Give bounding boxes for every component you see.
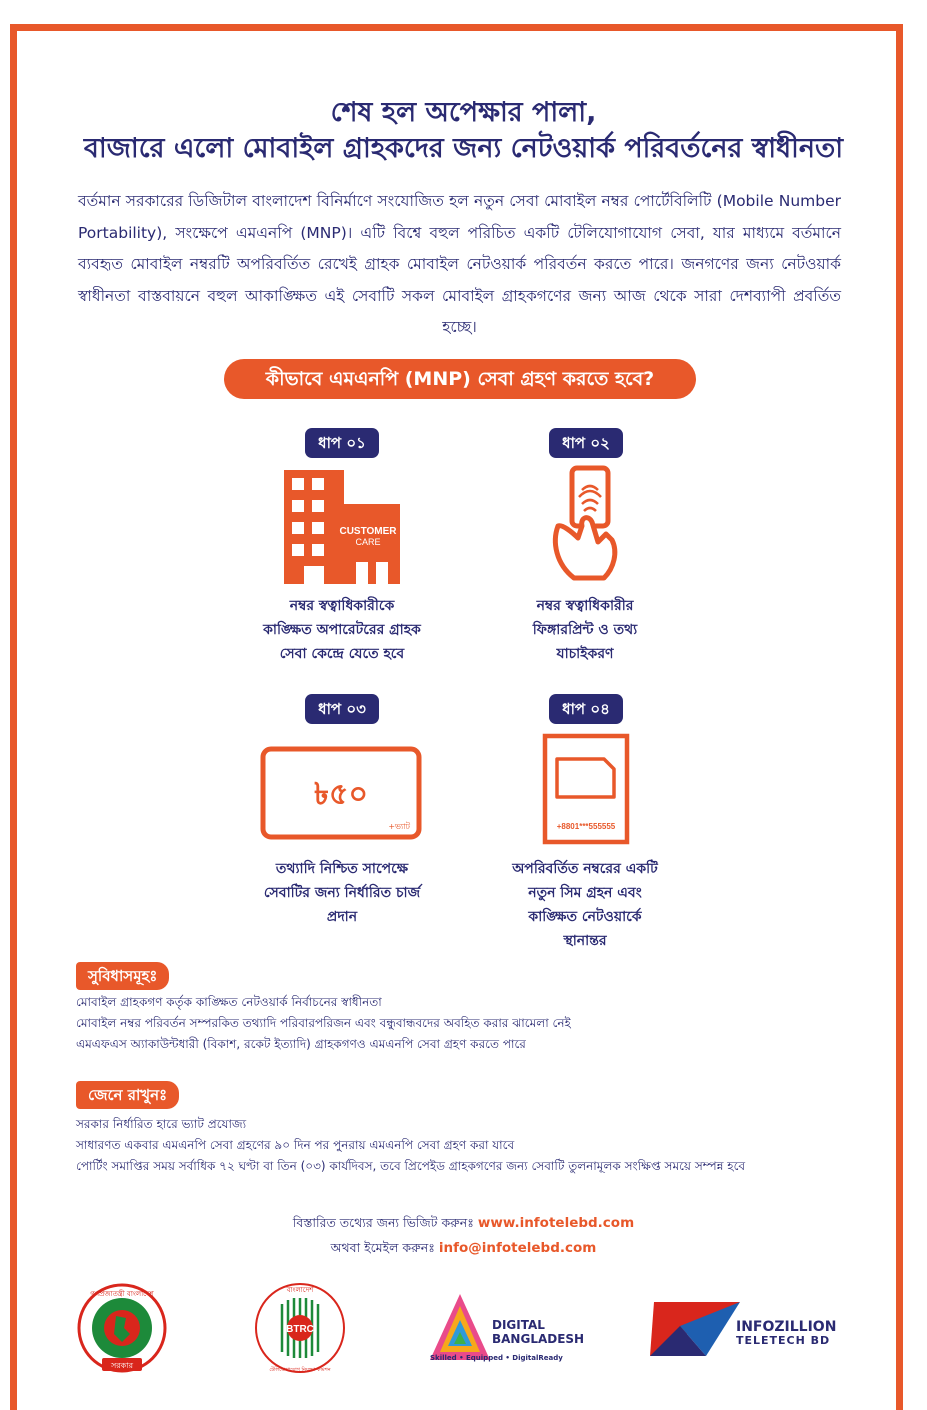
govt-seal-top: গণপ্রজাতন্ত্রী বাংলাদেশ [90, 1290, 154, 1298]
sim-number: +8801***555555 [556, 822, 616, 831]
email-label: অথবা ইমেইল করুনঃ [330, 1240, 435, 1255]
list-item: এমএফএস অ্যাকাউন্টধারী (বিকাশ, রকেট ইত্যাদি) গ্রাহকগণও এমএনপি সেবা গ্রহণ করতে পারে [76, 1037, 526, 1051]
notes-title: জেনে রাখুনঃ [76, 1081, 179, 1109]
step-3-line: তথ্যাদি নিশ্চিত সাপেক্ষে [275, 861, 409, 877]
visit-label: বিস্তারিত তথ্যের জন্য ভিজিট করুনঃ [292, 1215, 474, 1230]
sim-card-icon [542, 733, 630, 845]
digital-bangladesh-line-2: BANGLADESH [492, 1332, 585, 1346]
headline-line-2: বাজারে এলো মোবাইল গ্রাহকদের জন্য নেটওয়ার্ক পরিবর্তনের স্বাধীনতা [83, 133, 844, 164]
step-3-badge: ধাপ ০৩ [305, 694, 379, 724]
customer-care-building-icon [282, 470, 402, 586]
step-4-line: অপরিবর্তিত নম্বরের একটি [512, 861, 658, 877]
fingerprint-scanner-icon [548, 464, 624, 586]
step-2-line: ফিঙ্গারপ্রিন্ট ও তথ্য [532, 622, 638, 638]
benefits-title: সুবিধাসমূহঃ [76, 962, 169, 990]
contact-email-row [20, 1240, 907, 1260]
infozillion-line-1: INFOZILLION [736, 1319, 837, 1335]
price-value: ৳৫০ [314, 777, 368, 812]
email-link[interactable]: info@infotelebd.com [438, 1240, 597, 1256]
infozillion-line-2: TELETECH BD [736, 1334, 831, 1347]
digital-bangladesh-line-1: DIGITAL [492, 1318, 545, 1332]
btrc-bottom: টেলিযোগাযোগ নিয়ন্ত্রণ কমিশন [269, 1367, 331, 1373]
vat-label: +ভ্যাট [388, 822, 410, 831]
step-4-line: কাঙ্ক্ষিত নেটওয়ার্কে [528, 909, 642, 925]
digital-bangladesh-tagline: Skilled • Equipped • DigitalReady [430, 1354, 563, 1362]
step-2-text [455, 594, 715, 666]
intro-paragraph: বর্তমান সরকারের ডিজিটাল বাংলাদেশ বিনির্মাণে সংযোজিত হল নতুন সেবা মোবাইল নম্বর পোর্টেবিলিটি (Mobile Number Portability), সংক্ষেপে এমএনপি (MNP)। এটি বিশ্বে বহুল পরিচিত একটি টেলিযোগাযোগ সেবা, যার মাধ্যমে বর্তমানে ব্যবহৃত মোবাইল নম্বরটি অপরিবর্তিত রেখেই গ্রাহক মোবাইল নেটওয়ার্ক পরিবর্তন করতে পারে। জনগণের জন্য নেটওয়ার্ক স্বাধীনতা বাস্তবায়নে বহুল আকাঙ্ক্ষিত এই সেবাটি সকল মোবাইল গ্রাহকগণের জন্য আজ থেকে সারা দেশব্যাপী প্রবর্তিত হচ্ছে। [78, 192, 841, 336]
step-1-badge: ধাপ ০১ [305, 428, 379, 458]
step-4-line: নতুন সিম গ্রহন এবং [528, 885, 642, 901]
digital-bangladesh-title [492, 1318, 584, 1346]
step-2-badge: ধাপ ০২ [549, 428, 623, 458]
list-item: পোর্টিং সমাপ্তির সময় সর্বাধিক ৭২ ঘণ্টা বা তিন (০৩) কার্যদিবস, তবে প্রিপেইড গ্রাহকগণের জন্য সেবাটি তুলনামূলক সংক্ষিপ্ত সময়ে সম্পন্ন হবে [76, 1159, 746, 1173]
how-to-title: কীভাবে এমএনপি (MNP) সেবা গ্রহণ করতে হবে? [224, 359, 696, 399]
govt-seal-bottom: সরকার [110, 1361, 134, 1370]
step-3-line: প্রদান [326, 909, 358, 925]
govt-seal-logo [76, 1282, 168, 1374]
list-item: সরকার নির্ধারিত হারে ভ্যাট প্রযোজ্য [76, 1117, 247, 1131]
step-4-text [455, 857, 715, 953]
list-item: মোবাইল গ্রাহকগণ কর্তৃক কাঙ্ক্ষিত নেটওয়ার্ক নির্বাচনের স্বাধীনতা [76, 995, 382, 1009]
step-3-text [212, 857, 472, 929]
step-1-line: সেবা কেন্দ্রে যেতে হবে [279, 646, 405, 662]
step-2-line: নম্বর স্বত্বাধিকারীর [536, 598, 634, 614]
website-link[interactable]: www.infotelebd.com [477, 1215, 635, 1231]
contact-website-row [20, 1215, 907, 1235]
headline-line-1: শেষ হল অপেক্ষার পালা, [330, 97, 597, 128]
step-2-line: যাচাইকরণ [556, 646, 614, 662]
step-1-line: কাঙ্ক্ষিত অপারেটরের গ্রাহক [263, 622, 421, 638]
infozillion-title [736, 1320, 836, 1348]
btrc-top: বাংলাদেশ [286, 1286, 314, 1294]
btrc-label: BTRC [286, 1324, 314, 1335]
step-1-line: নম্বর স্বত্বাধিকারীকে [289, 598, 395, 614]
customer-care-label-1: CUSTOMER [339, 526, 397, 537]
benefits-list [76, 992, 571, 1055]
notes-list [76, 1114, 745, 1177]
step-4-badge: ধাপ ০৪ [549, 694, 623, 724]
step-4-line: স্থানান্তর [563, 933, 607, 949]
btrc-logo [252, 1280, 348, 1376]
list-item: মোবাইল নম্বর পরিবর্তন সম্পরকিত তথ্যাদি পরিবারপরিজন এবং বন্ধুবান্ধবদের অবহিত করার ঝামেলা নেই [76, 1016, 571, 1030]
price-card-icon [260, 746, 422, 840]
customer-care-label-2: CARE [355, 537, 381, 547]
infozillion-logo-icon [648, 1298, 742, 1358]
step-1-text [212, 594, 472, 666]
step-3-line: সেবাটির জন্য নির্ধারিত চার্জ [263, 885, 421, 901]
list-item: সাধারণত একবার এমএনপি সেবা গ্রহণের ৯০ দিন পর পুনরায় এমএনপি সেবা গ্রহণ করা যাবে [76, 1138, 515, 1152]
